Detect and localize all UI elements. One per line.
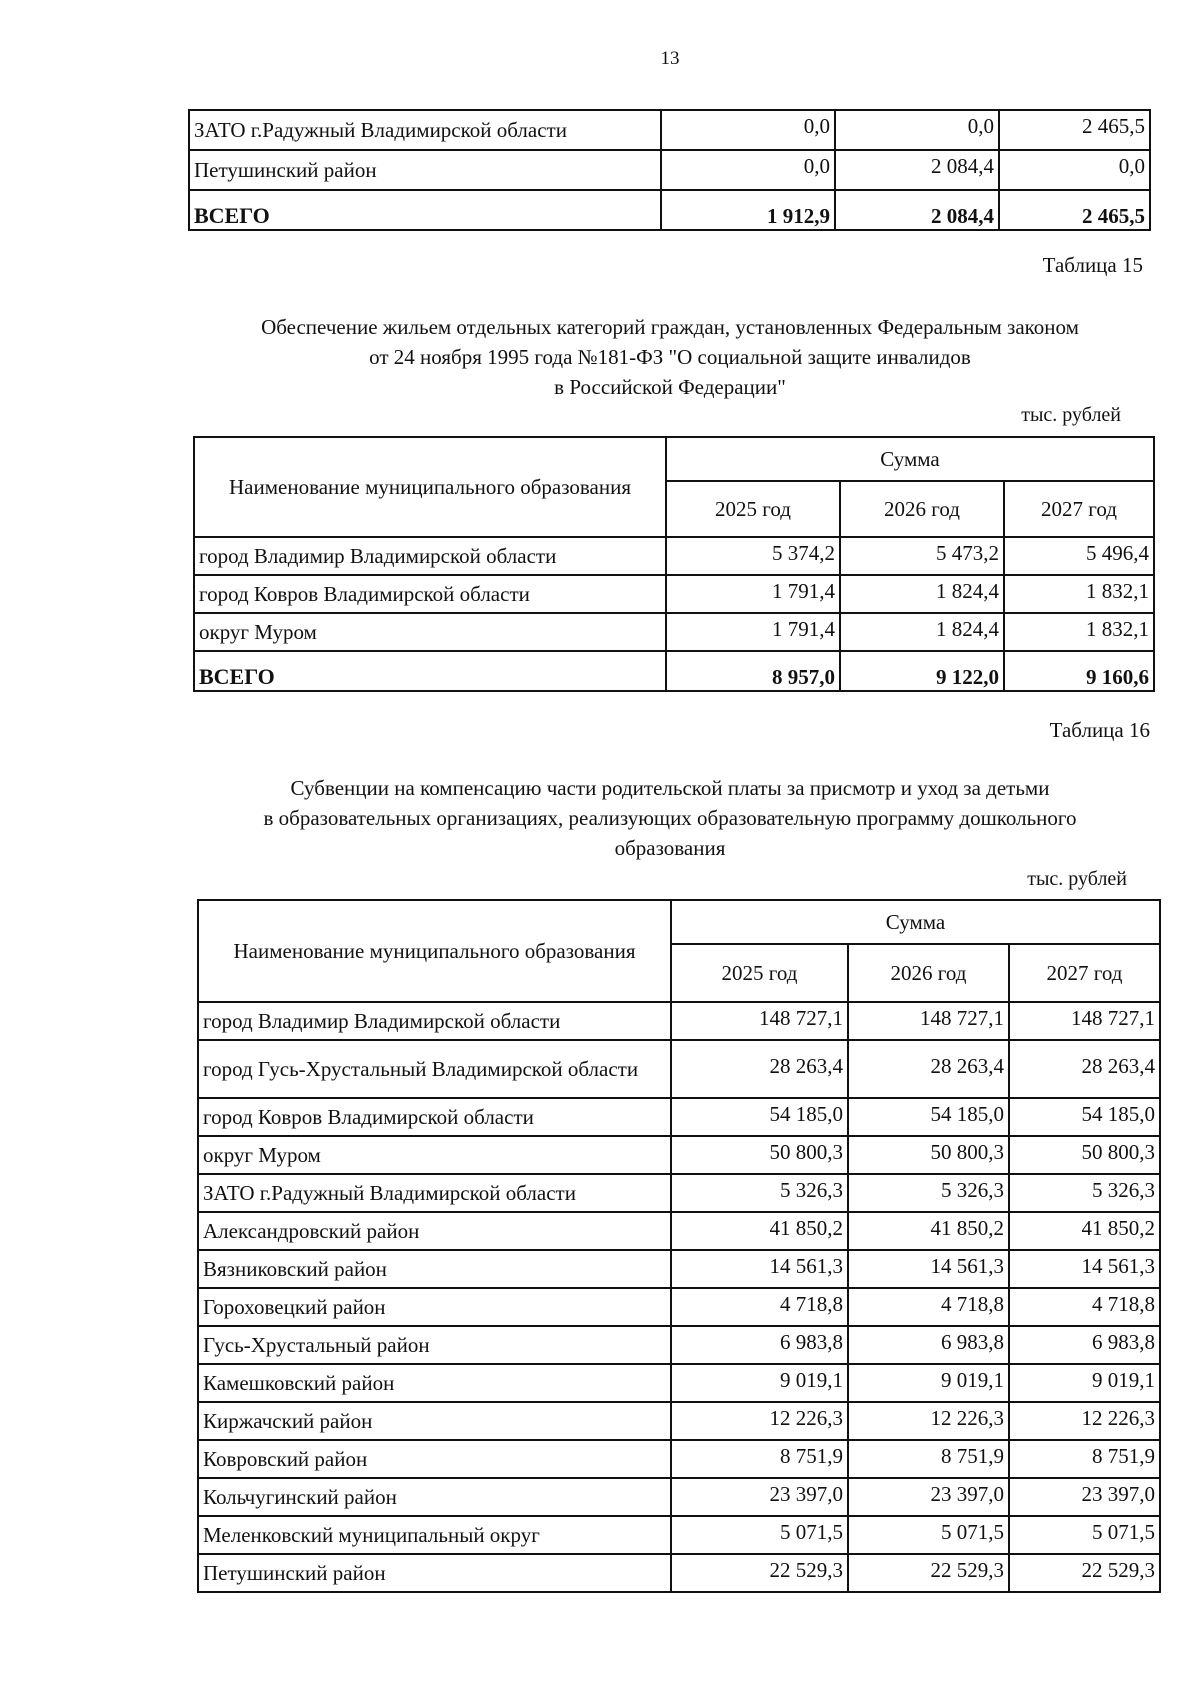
municipality-name: ВСЕГО — [194, 651, 666, 691]
municipality-name: Петушинский район — [189, 150, 661, 190]
amount-2027: 41 850,2 — [1009, 1212, 1160, 1250]
title-line: образования — [614, 836, 726, 860]
amount-2025: 41 850,2 — [671, 1212, 848, 1250]
page-number: 13 — [660, 48, 680, 69]
municipality-name: Гусь-Хрустальный район — [198, 1326, 671, 1364]
amount-2027: 5 326,3 — [1009, 1174, 1160, 1212]
amount-2026: 5 326,3 — [848, 1174, 1009, 1212]
table-row — [194, 575, 1154, 613]
table-row — [198, 1250, 1160, 1288]
amount-2025: 5 326,3 — [671, 1174, 848, 1212]
total-row — [189, 190, 1150, 230]
amount-2026: 22 529,3 — [848, 1554, 1009, 1592]
amount-2026: 6 983,8 — [848, 1326, 1009, 1364]
amount-2027: 4 718,8 — [1009, 1288, 1160, 1326]
amount-2027: 148 727,1 — [1009, 1002, 1160, 1040]
amount-2027: 54 185,0 — [1009, 1098, 1160, 1136]
table-row — [198, 1478, 1160, 1516]
table-16 — [197, 899, 1161, 1593]
amount-2026: 5 071,5 — [848, 1516, 1009, 1554]
amount-2025: 0,0 — [661, 110, 835, 150]
amount-2025: 4 718,8 — [671, 1288, 848, 1326]
amount-2026: 9 019,1 — [848, 1364, 1009, 1402]
table-16-title — [190, 773, 1150, 863]
table-row — [198, 1326, 1160, 1364]
municipality-name: округ Муром — [194, 613, 666, 651]
municipality-name: Петушинский район — [198, 1554, 671, 1592]
table-row — [198, 1288, 1160, 1326]
amount-2026: 9 122,0 — [840, 651, 1004, 691]
amount-2026: 12 226,3 — [848, 1402, 1009, 1440]
amount-2025: 9 019,1 — [671, 1364, 848, 1402]
table-row — [198, 1554, 1160, 1592]
total-row — [194, 651, 1154, 691]
amount-2027: 5 496,4 — [1004, 537, 1154, 575]
municipality-name: Александровский район — [198, 1212, 671, 1250]
amount-2027: 1 832,1 — [1004, 613, 1154, 651]
amount-2026: 54 185,0 — [848, 1098, 1009, 1136]
amount-2027: 12 226,3 — [1009, 1402, 1160, 1440]
amount-2025: 12 226,3 — [671, 1402, 848, 1440]
table-row — [198, 1174, 1160, 1212]
amount-2025: 1 791,4 — [666, 575, 840, 613]
amount-2026: 148 727,1 — [848, 1002, 1009, 1040]
amount-2025: 50 800,3 — [671, 1136, 848, 1174]
amount-2027: 1 832,1 — [1004, 575, 1154, 613]
header-year: 2027 год — [1009, 944, 1160, 1002]
table-15 — [193, 436, 1155, 692]
table-row — [198, 1364, 1160, 1402]
header-year: 2025 год — [666, 481, 840, 537]
amount-2027: 5 071,5 — [1009, 1516, 1160, 1554]
amount-2027: 14 561,3 — [1009, 1250, 1160, 1288]
amount-2027: 28 263,4 — [1009, 1040, 1160, 1098]
amount-2025: 148 727,1 — [671, 1002, 848, 1040]
amount-2025: 5 374,2 — [666, 537, 840, 575]
title-line: Субвенции на компенсацию части родительской платы за присмотр и уход за детьми — [290, 776, 1050, 800]
amount-2027: 8 751,9 — [1009, 1440, 1160, 1478]
table-row — [189, 150, 1150, 190]
amount-2027: 2 465,5 — [999, 110, 1150, 150]
municipality-name: Ковровский район — [198, 1440, 671, 1478]
amount-2025: 54 185,0 — [671, 1098, 848, 1136]
municipality-name: Камешковский район — [198, 1364, 671, 1402]
amount-2027: 2 465,5 — [999, 190, 1150, 230]
table-row — [198, 1002, 1160, 1040]
table-row — [198, 1098, 1160, 1136]
amount-2027: 22 529,3 — [1009, 1554, 1160, 1592]
municipality-name: город Ковров Владимирской области — [194, 575, 666, 613]
amount-2025: 23 397,0 — [671, 1478, 848, 1516]
amount-2026: 41 850,2 — [848, 1212, 1009, 1250]
title-line: от 24 ноября 1995 года №181-ФЗ "О социальной защите инвалидов — [369, 345, 971, 369]
amount-2026: 8 751,9 — [848, 1440, 1009, 1478]
amount-2025: 1 912,9 — [661, 190, 835, 230]
amount-2026: 50 800,3 — [848, 1136, 1009, 1174]
title-line: в образовательных организациях, реализующих образовательную программу дошкольного — [263, 806, 1077, 830]
amount-2026: 1 824,4 — [840, 613, 1004, 651]
amount-2027: 9 160,6 — [1004, 651, 1154, 691]
table-row — [198, 1402, 1160, 1440]
table-row — [198, 1136, 1160, 1174]
amount-2027: 6 983,8 — [1009, 1326, 1160, 1364]
table-row — [194, 613, 1154, 651]
amount-2026: 14 561,3 — [848, 1250, 1009, 1288]
amount-2027: 23 397,0 — [1009, 1478, 1160, 1516]
municipality-name: округ Муром — [198, 1136, 671, 1174]
header-sum: Сумма — [671, 900, 1160, 944]
amount-2025: 5 071,5 — [671, 1516, 848, 1554]
table-row — [198, 1040, 1160, 1098]
municipality-name: Меленковский муниципальный округ — [198, 1516, 671, 1554]
amount-2025: 28 263,4 — [671, 1040, 848, 1098]
table-15-title — [190, 312, 1150, 402]
header-year: 2026 год — [840, 481, 1004, 537]
amount-2027: 0,0 — [999, 150, 1150, 190]
header-year: 2026 год — [848, 944, 1009, 1002]
title-line: в Российской Федерации" — [554, 375, 786, 399]
municipality-name: ЗАТО г.Радужный Владимирской области — [189, 110, 661, 150]
amount-2026: 0,0 — [835, 110, 999, 150]
municipality-name: Гороховецкий район — [198, 1288, 671, 1326]
amount-2025: 1 791,4 — [666, 613, 840, 651]
header-name-column: Наименование муниципального образования — [198, 900, 671, 1002]
amount-2027: 9 019,1 — [1009, 1364, 1160, 1402]
municipality-name: Киржачский район — [198, 1402, 671, 1440]
amount-2026: 23 397,0 — [848, 1478, 1009, 1516]
amount-2026: 1 824,4 — [840, 575, 1004, 613]
table-row — [198, 1212, 1160, 1250]
table-row — [194, 537, 1154, 575]
header-year: 2027 год — [1004, 481, 1154, 537]
table-previous-continuation — [188, 109, 1151, 231]
header-name-column: Наименование муниципального образования — [194, 437, 666, 537]
amount-2026: 5 473,2 — [840, 537, 1004, 575]
municipality-name: ВСЕГО — [189, 190, 661, 230]
amount-2026: 2 084,4 — [835, 190, 999, 230]
amount-2026: 2 084,4 — [835, 150, 999, 190]
amount-2025: 8 751,9 — [671, 1440, 848, 1478]
table-15-label: Таблица 15 — [1042, 253, 1143, 277]
amount-2027: 50 800,3 — [1009, 1136, 1160, 1174]
amount-2025: 14 561,3 — [671, 1250, 848, 1288]
municipality-name: ЗАТО г.Радужный Владимирской области — [198, 1174, 671, 1212]
amount-2025: 22 529,3 — [671, 1554, 848, 1592]
unit-label: тыс. рублей — [1027, 868, 1127, 890]
header-year: 2025 год — [671, 944, 848, 1002]
table-row — [198, 1440, 1160, 1478]
municipality-name: город Владимир Владимирской области — [198, 1002, 671, 1040]
municipality-name: город Гусь-Хрустальный Владимирской области — [198, 1040, 671, 1098]
table-row — [198, 1516, 1160, 1554]
unit-label: тыс. рублей — [1021, 404, 1121, 426]
table-16-label: Таблица 16 — [1049, 718, 1150, 742]
municipality-name: Вязниковский район — [198, 1250, 671, 1288]
municipality-name: город Ковров Владимирской области — [198, 1098, 671, 1136]
amount-2026: 4 718,8 — [848, 1288, 1009, 1326]
amount-2026: 28 263,4 — [848, 1040, 1009, 1098]
municipality-name: Кольчугинский район — [198, 1478, 671, 1516]
municipality-name: город Владимир Владимирской области — [194, 537, 666, 575]
amount-2025: 6 983,8 — [671, 1326, 848, 1364]
table-row — [189, 110, 1150, 150]
header-sum: Сумма — [666, 437, 1154, 481]
title-line: Обеспечение жильем отдельных категорий граждан, установленных Федеральным законом — [261, 315, 1079, 339]
amount-2025: 0,0 — [661, 150, 835, 190]
amount-2025: 8 957,0 — [666, 651, 840, 691]
